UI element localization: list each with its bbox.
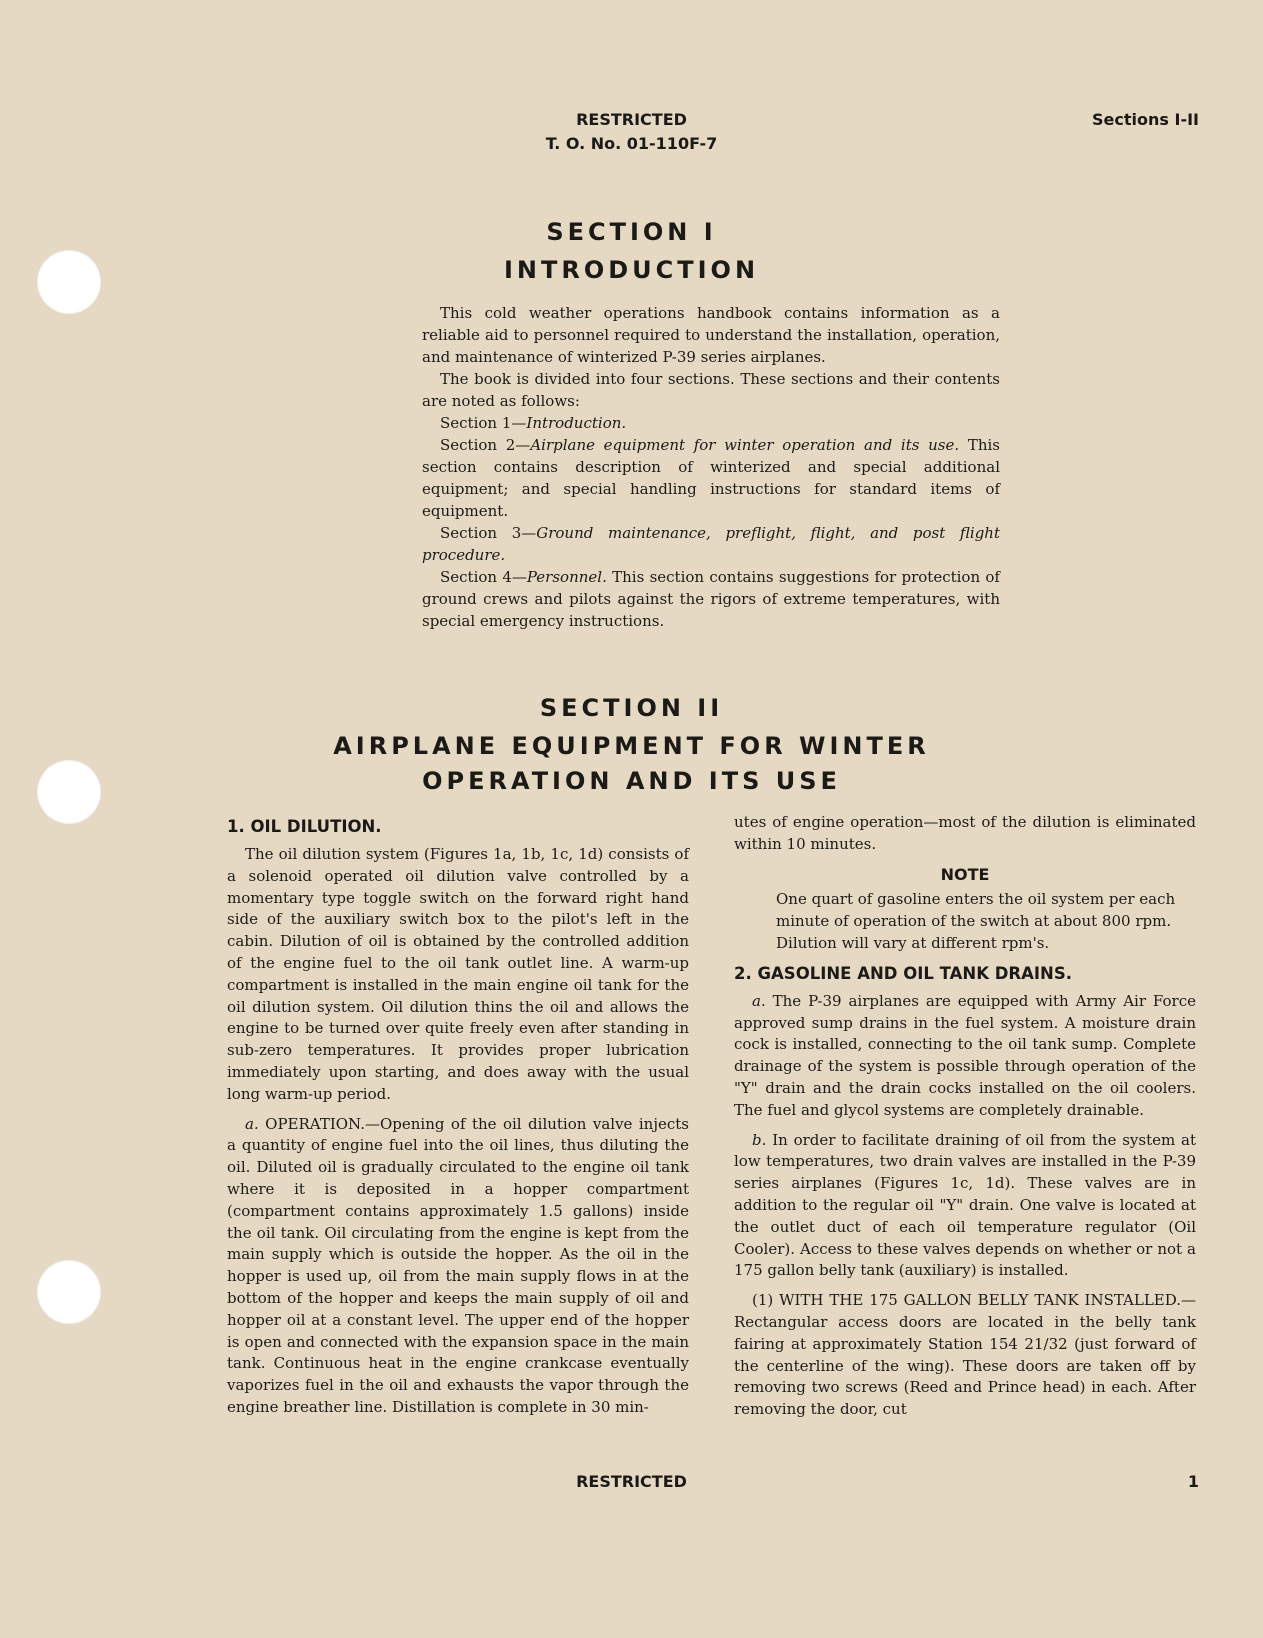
- section1-title-line1: SECTION I: [546, 218, 717, 246]
- page-header: [0, 108, 1263, 156]
- intro-paragraph: The book is divided into four sections. These sections and their contents are noted as follows:: [422, 370, 1000, 410]
- oil-dilution-paragraph: The oil dilution system (Figures 1a, 1b, 1c, 1d) consists of a solenoid operated oil dilution valve controlled by a momentary type toggle switch on the forward right hand side of the auxiliary switch box to the pilot's left in the cabin. Dilution of oil is obtained by the controlled addition of the engine fuel to the oil tank outlet line. A warm-up compartment is installed in the main engine oil tank for the oil dilution system. Oil dilution thins the oil and allows the engine to be turned over quite freely even after standing in sub-zero temperatures. It provides proper lubrication immediately upon starting, and does away with the usual long warm-up period.: [227, 845, 689, 1103]
- note-text: One quart of gasoline enters the oil system per each minute of operation of the switch at about 800 rpm. Dilution will vary at different rpm's.: [776, 890, 1176, 952]
- section2-title-line1: SECTION II: [539, 694, 724, 722]
- section1-title-line2: INTRODUCTION: [503, 256, 760, 284]
- right-column: [734, 812, 1196, 1429]
- belly-tank-paragraph: (1) WITH THE 175 GALLON BELLY TANK INSTALLED.—Rectangular access doors are located in the belly tank fairing at approximately Station 154 21/32 (just forward of the centerline of the wing). These doors are taken off by removing two screws (Reed and Prince head) in each. After removing the door, cut: [734, 1291, 1196, 1419]
- header-classification: RESTRICTED: [576, 110, 687, 129]
- heading-tank-drains: 2. GASOLINE AND OIL TANK DRAINS.: [734, 963, 1072, 983]
- footer-classification: RESTRICTED: [576, 1472, 687, 1491]
- section2-title-line2: AIRPLANE EQUIPMENT FOR WINTER: [333, 732, 930, 760]
- intro-paragraph: This cold weather operations handbook contains information as a reliable aid to personnel required to understand the installation, operation, and maintenance of winterized P-39 series airplanes.: [422, 304, 1000, 366]
- binder-hole-bottom: [37, 1260, 101, 1324]
- note-heading: NOTE: [940, 864, 990, 884]
- header-doc-number: T. O. No. 01-110F-7: [545, 134, 718, 153]
- operation-paragraph: a. OPERATION.—Opening of the oil dilution valve injects a quantity of engine fuel into the oil lines, thus diluting the oil. Diluted oil is gradually circulated to the engine oil tank where it is deposited in a hopper compartment (compartment contains approximately 1.5 gallons) inside the oil tank. Oil circulating from the engine is kept from the main supply which is outside the hopper. As the oil in the hopper is used up, oil from the main supply flows in at the bottom of the hopper and keeps the main supply of oil and hopper oil at a constant level. The upper end of the hopper is open and connected with the expansion space in the main tank. Continuous heat in the engine crankcase eventually vaporizes fuel in the oil and exhausts the vapor through the engine breather line. Distillation is complete in 30 min-: [227, 1114, 689, 1416]
- section1-body: [422, 302, 1000, 632]
- page-number: 1: [1187, 1472, 1199, 1491]
- drains-paragraph-b: b. In order to facilitate draining of oil from the system at low temperatures, two drain valves are installed in the P-39 series airplanes (Figures 1c, 1d). These valves are in addition to the regular oil "Y" drain. One valve is located at the outlet duct of each oil temperature regulator (Oil Cooler). Access to these valves depends on whether or not a 175 gallon belly tank (auxiliary) is installed.: [734, 1130, 1196, 1280]
- section-list-item-3: Section 3—Ground maintenance, preflight, flight, and post flight procedure.: [422, 524, 1000, 564]
- drains-paragraph-a: a. The P-39 airplanes are equipped with Army Air Force approved sump drains in the fuel system. A moisture drain cock is installed, connecting to the oil tank sump. Complete drainage of the system is possible through operation of the "Y" drain and the drain cocks installed on the oil coolers. The fuel and glycol systems are completely drainable.: [734, 991, 1196, 1119]
- section-list-item-4: Section 4—Personnel. This section contains suggestions for protection of ground crews and pilots against the rigors of extreme temperatures, with special emergency instructions.: [422, 568, 1000, 630]
- continuation-paragraph: utes of engine operation—most of the dilution is eliminated within 10 minutes.: [734, 813, 1196, 853]
- header-sections-ref: Sections I-II: [1092, 110, 1199, 129]
- heading-oil-dilution: 1. OIL DILUTION.: [227, 817, 382, 836]
- section-list-item-2: Section 2—Airplane equipment for winter operation and its use. This section contains description of winterized and special additional equipment; and special handling instructions for standard items of equipment.: [422, 436, 1000, 520]
- section-list-item-1: Section 1—Introduction.: [440, 414, 627, 432]
- left-column: [227, 816, 689, 1427]
- section2-title-line3: OPERATION AND ITS USE: [422, 767, 841, 795]
